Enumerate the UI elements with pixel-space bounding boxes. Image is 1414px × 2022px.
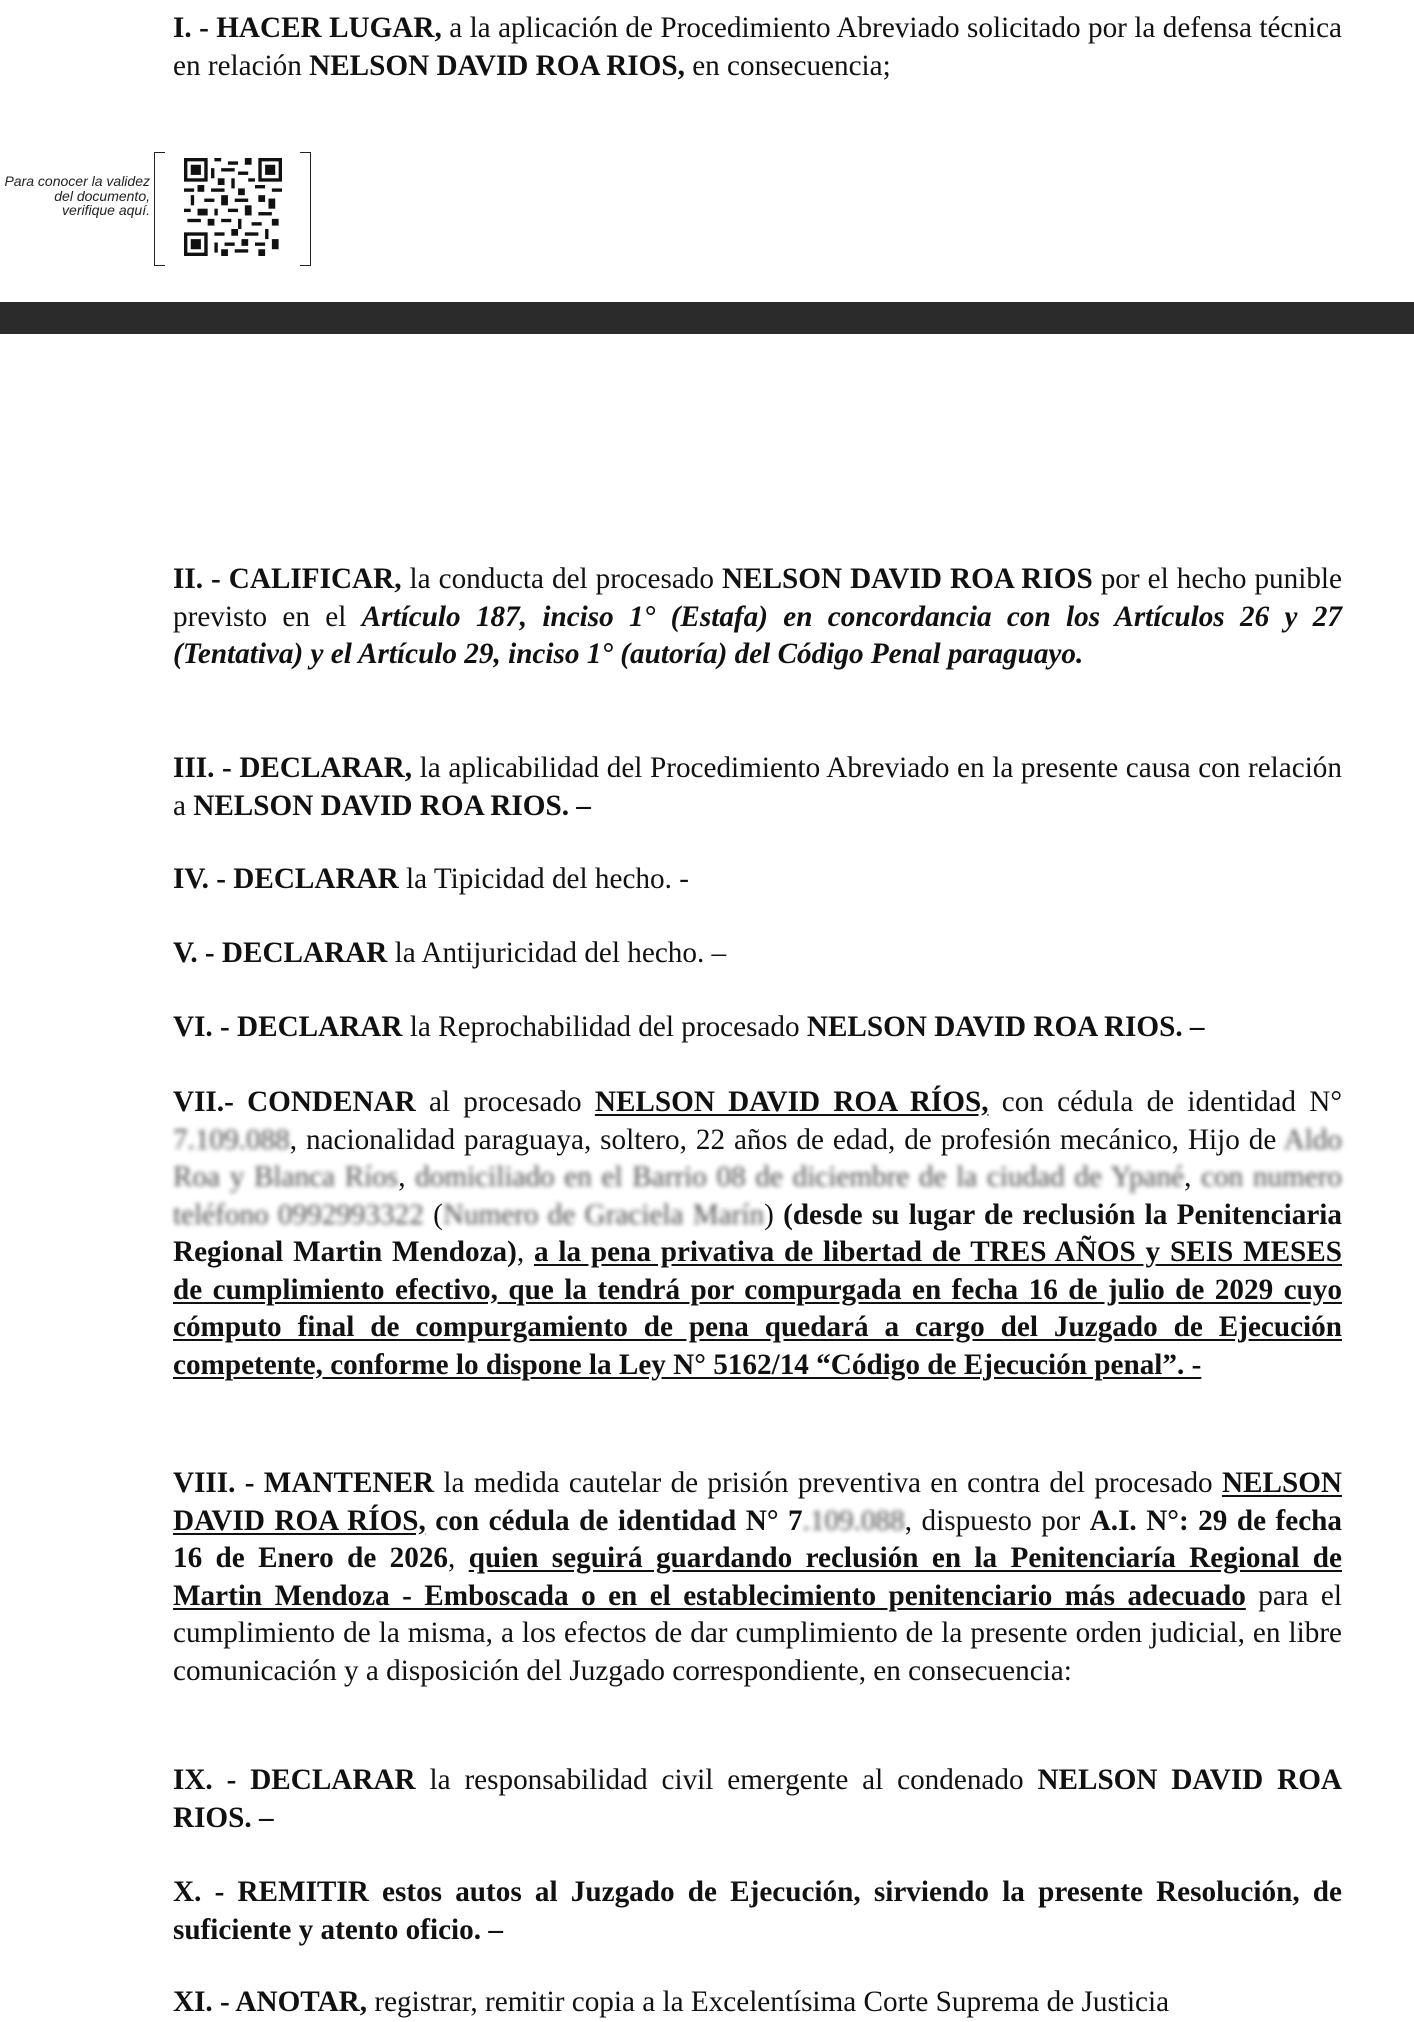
resolution-item-8: VIII. - MANTENER la medida cautelar de prisión preventiva en contra del procesado NELSON DAVID ROA RÍOS, con cédula de identidad N° 7.109.088, dispuesto por A.I. N°: 29 de fecha 16 de Enero de 2026, quien seguirá guardando reclusión en la Penitenciaría Regional de Martin Mendoza - Emboscada o en el establecimiento penitenciario más adecuado para el cumplimiento de la misma, a los efectos de dar cumplimiento de la presente orden judicial, en libre comunicación y a disposición del Juzgado correspondiente, en consecuencia: xyxy=(173,1467,1342,1687)
defendant-name: NELSON DAVID ROA RIOS, xyxy=(309,49,685,82)
id-number: 7.109.088 xyxy=(173,1123,290,1156)
legal-reference: Artículo 187, inciso 1° (Estafa) en concordancia con los Artículos 26 y 27 (Tentativa) y el Artículo 29, inciso 1° (autoría) del Código Penal paraguayo. xyxy=(173,600,1342,670)
resolution-item-7: VII.- CONDENAR al procesado NELSON DAVID ROA RÍOS, con cédula de identidad N° 7.109.088, nacionalidad paraguaya, soltero, 22 años de edad, de profesión mecánico, Hijo de Aldo Roa y Blanca Ríos, domiciliado en el Barrio 08 de diciembre de la ciudad de Ypané, con numero teléfono 0992993322 (Numero de Graciela Marín) (desde su lugar de reclusión la Penitenciaria Regional Martin Mendoza), a la pena privativa de libertad de TRES AÑOS y SEIS MESES de cumplimiento efectivo, que la tendrá por compurgada en fecha 16 de julio de 2029 cuyo cómputo final de compurgamiento de pena quedará a cargo del Juzgado de Ejecución competente, conforme lo dispone la Ley N° 5162/14 “Código de Ejecución penal”. - xyxy=(173,1086,1343,1381)
item-heading: IX. - DECLARAR xyxy=(173,1764,416,1796)
address: domiciliado en el Barrio 08 de diciembre de la ciudad de Ypané xyxy=(415,1161,1185,1193)
resolution-item-6: VI. - DECLARAR la Reprochabilidad del procesado NELSON DAVID ROA RIOS. – xyxy=(173,1011,1205,1043)
item-heading: VII.- CONDENAR xyxy=(173,1086,416,1118)
page-separator xyxy=(0,302,1414,334)
defendant-name: NELSON DAVID ROA RÍOS, xyxy=(173,1467,1342,1537)
resolution-item-2: II. - CALIFICAR, la conducta del procesado NELSON DAVID ROA RIOS por el hecho punible previsto en el Artículo 187, inciso 1° (Estafa) en concordancia con los Artículos 26 y 27 (Tentativa) y el Artículo 29, inciso 1° (autoría) del Código Penal paraguayo. xyxy=(173,563,1342,670)
resolution-item-11: XI. - ANOTAR, registrar, remitir copia a la Excelentísima Corte Suprema de Justicia xyxy=(173,1986,1170,2018)
id-number: .109.088 xyxy=(802,1504,905,1537)
defendant-name: NELSON DAVID ROA RIOS. – xyxy=(193,789,591,822)
phone-label: con numero teléfono xyxy=(173,1161,1343,1231)
resolution-item-9: IX. - DECLARAR la responsabilidad civil emergente al condenado NELSON DAVID ROA RIOS. – xyxy=(173,1764,1342,1834)
order-reference: A.I. N°: 29 de fecha 16 de Enero de 2026 xyxy=(173,1504,1342,1574)
item-heading: VIII. - MANTENER xyxy=(173,1467,435,1499)
defendant-name: NELSON DAVID ROA RIOS. – xyxy=(173,1764,1342,1834)
detention-place: quien seguirá guardando reclusión en la Penitenciaría Regional de Martin Mendoza - Emboscada o en el establecimiento penitenciario más adecuado xyxy=(173,1542,1342,1612)
item-heading: I. - HACER LUGAR, xyxy=(173,12,442,44)
qr-code-icon[interactable] xyxy=(184,158,282,256)
resolution-item-4: IV. - DECLARAR la Tipicidad del hecho. - xyxy=(173,863,689,895)
sentence-text: a la pena privativa de libertad de TRES AÑOS y SEIS MESES de cumplimiento efectivo, que la tendrá por compurgada en fecha 16 de julio de 2029 cuyo cómputo final de compurgamiento de pena quedará a cargo del Juzgado de Ejecución competente, conforme lo dispone la Ley N° 5162/14 “Código de Ejecución penal”. - xyxy=(173,1236,1342,1381)
resolution-item-5: V. - DECLARAR la Antijuricidad del hecho. – xyxy=(173,937,727,969)
resolution-item-10: X. - REMITIR estos autos al Juzgado de Ejecución, sirviendo la presente Resolución, de suficiente y atento oficio. – xyxy=(173,1876,1342,1946)
item-heading: II. - CALIFICAR, xyxy=(173,563,402,595)
item-heading: X. - REMITIR xyxy=(173,1876,369,1908)
phone-number: 0992993322 xyxy=(277,1198,424,1231)
verification-box[interactable] xyxy=(0,152,312,264)
phone-owner: Numero de Graciela Marín xyxy=(442,1198,765,1231)
item-heading: VI. - DECLARAR xyxy=(173,1011,403,1043)
defendant-name: NELSON DAVID ROA RIOS xyxy=(722,563,1093,595)
verification-text: Para conocer la validez del documento, verifique aquí. xyxy=(4,173,150,218)
resolution-item-1: I. - HACER LUGAR, a la aplicación de Procedimiento Abreviado solicitado por la defensa técnica en relación NELSON DAVID ROA RIOS, en consecuencia; xyxy=(173,12,1342,82)
defendant-name: NELSON DAVID ROA RIOS. – xyxy=(806,1011,1205,1043)
parents-names: Aldo Roa y Blanca Ríos xyxy=(173,1123,1342,1193)
item-heading: XI. - ANOTAR, xyxy=(173,1986,368,2018)
defendant-name: NELSON DAVID ROA RÍOS, xyxy=(594,1086,989,1118)
item-heading: III. - DECLARAR, xyxy=(173,752,413,784)
item-heading: IV. - DECLARAR xyxy=(173,863,399,895)
resolution-item-3: III. - DECLARAR, la aplicabilidad del Procedimiento Abreviado en la presente causa con relación a NELSON DAVID ROA RIOS. – xyxy=(173,752,1342,822)
reclusion-note: (desde su lugar de reclusión la Penitenciaria Regional Martin Mendoza) xyxy=(173,1198,1342,1268)
item-heading: V. - DECLARAR xyxy=(173,937,388,969)
